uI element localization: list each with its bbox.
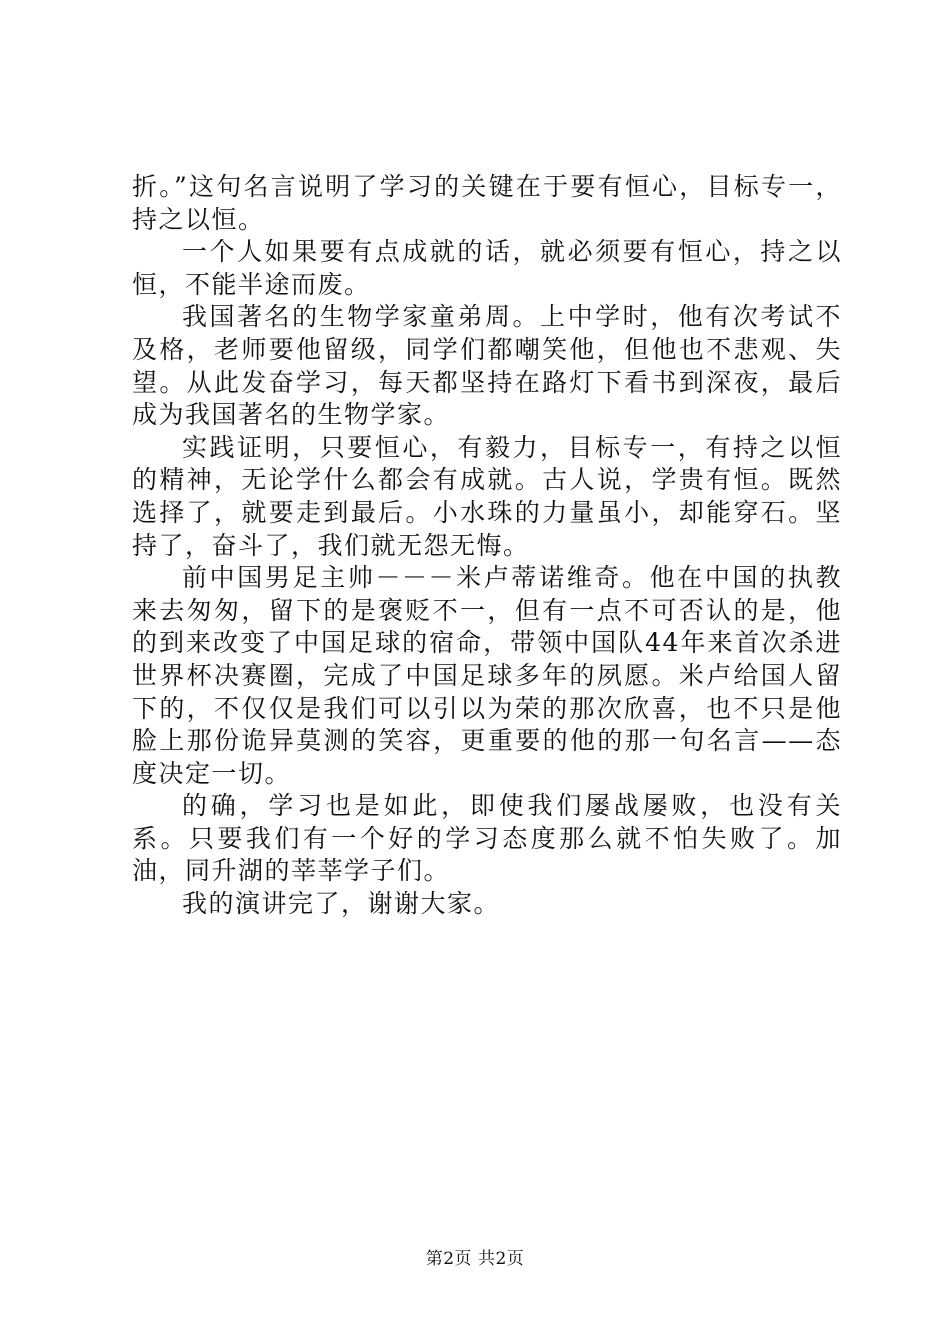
paragraph-3: 我国著名的生物学家童弟周。上中学时，他有次考试不及格，老师要他留级，同学们都嘲笑他，但他也不悲观、失望。从此发奋学习，每天都坚持在路灯下看书到深夜，最后成为我国著名的生物学家。: [132, 302, 842, 430]
paragraph-4: 实践证明，只要恒心，有毅力，目标专一，有持之以恒的精神，无论学什么都会有成就。古人说，学贵有恒。既然选择了，就要走到最后。小水珠的力量虽小，却能穿石。坚持了，奋斗了，我们就无怨无悔。: [132, 432, 842, 560]
paragraph-2: 一个人如果要有点成就的话，就必须要有恒心，持之以恒，不能半途而废。: [132, 237, 842, 299]
document-body: [132, 171, 842, 921]
page-number-footer: 第2页 共2页: [425, 1249, 525, 1269]
paragraph-5: 前中国男足主帅－－－米卢蒂诺维奇。他在中国的执教来去匆匆，留下的是褒贬不一，但有一点不可否认的是，他的到来改变了中国足球的宿命，带领中国队44年来首次杀进世界杯决赛圈，完成了中国足球多年的夙愿。米卢给国人留下的，不仅仅是我们可以引以为荣的那次欣喜，也不只是他脸上那份诡异莫测的笑容，更重要的他的那一句名言——态度决定一切。: [132, 563, 842, 788]
paragraph-1: 折。”这句名言说明了学习的关键在于要有恒心，目标专一，持之以恒。: [132, 172, 842, 234]
paragraph-6: 的确，学习也是如此，即使我们屡战屡败，也没有关系。只要我们有一个好的学习态度那么就不怕失败了。加油，同升湖的莘莘学子们。: [132, 791, 842, 886]
paragraph-7: 我的演讲完了，谢谢大家。: [182, 889, 501, 919]
